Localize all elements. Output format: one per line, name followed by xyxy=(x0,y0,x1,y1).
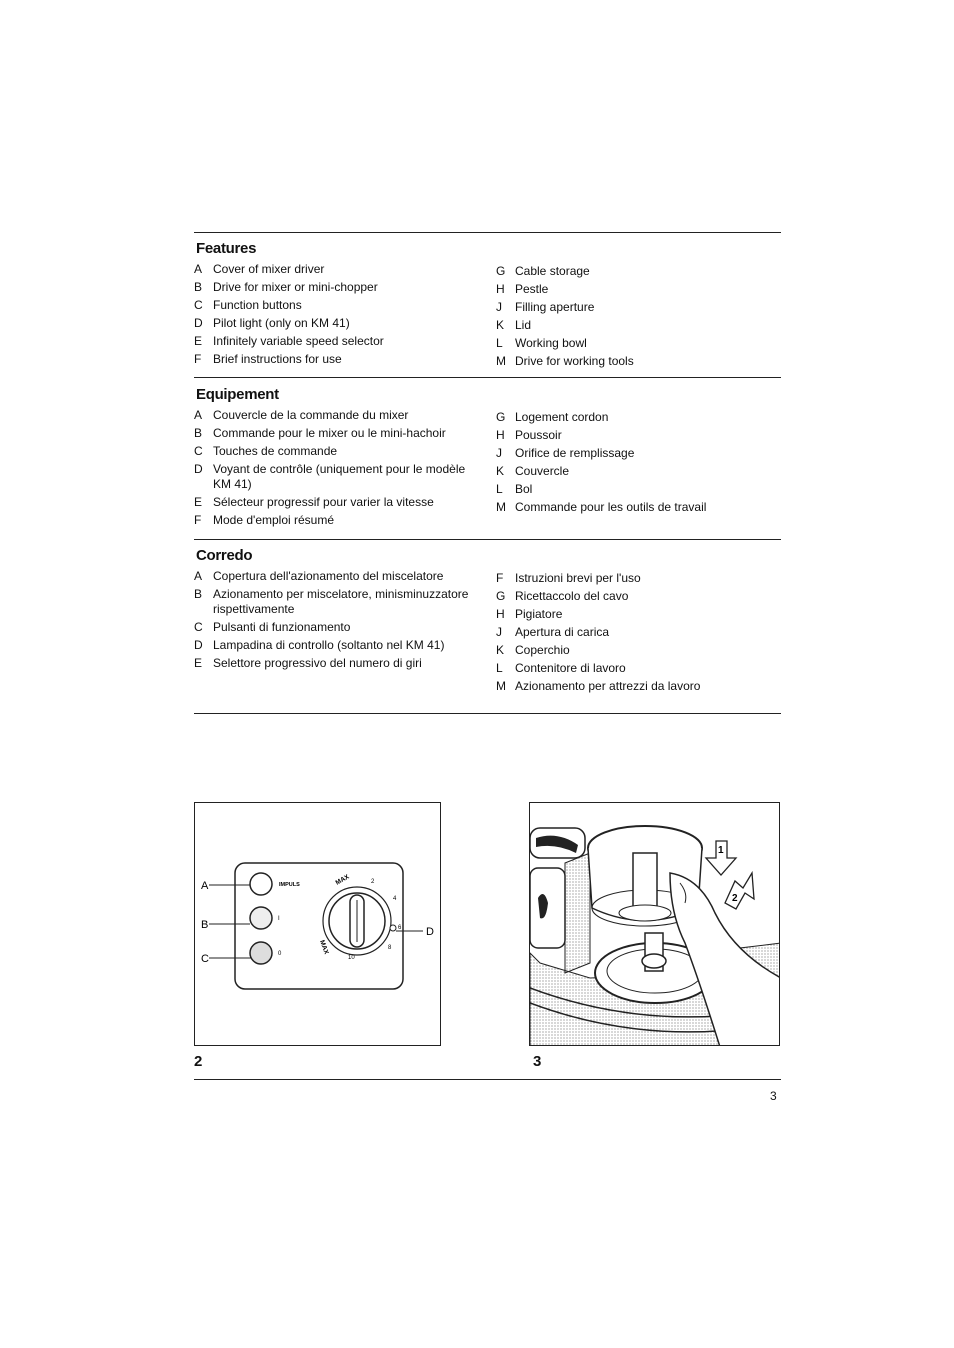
callout-c: C xyxy=(201,953,209,965)
page-number: 3 xyxy=(770,1089,777,1103)
list-item xyxy=(194,620,484,635)
on-button[interactable] xyxy=(250,907,272,929)
item-text: Commande pour les outils de travail xyxy=(515,500,707,514)
item-letter: G xyxy=(496,264,506,278)
dial-max-left: MAX xyxy=(318,939,330,956)
item-text: Pilot light (only on KM 41) xyxy=(213,316,350,330)
list-item xyxy=(496,264,781,279)
item-text: Filling aperture xyxy=(515,300,595,314)
item-text: Logement cordon xyxy=(515,410,609,424)
list-item xyxy=(496,300,781,315)
item-letter: L xyxy=(496,482,503,496)
list-item xyxy=(194,462,484,492)
divider-rule xyxy=(194,539,781,540)
list-item xyxy=(496,446,781,461)
equipement-section xyxy=(194,386,781,527)
top-rule xyxy=(194,232,781,233)
callout-a: A xyxy=(201,880,209,892)
list-item xyxy=(496,571,781,586)
item-letter: E xyxy=(194,334,203,348)
impuls-button[interactable] xyxy=(250,873,272,895)
item-letter: G xyxy=(496,410,506,424)
off-label: 0 xyxy=(278,951,282,957)
list-item xyxy=(194,280,484,295)
item-text: Couvercle de la commande du mixer xyxy=(213,408,409,422)
item-letter: B xyxy=(194,426,203,440)
item-text: Cover of mixer driver xyxy=(213,262,325,276)
item-letter: A xyxy=(194,262,203,276)
item-letter: J xyxy=(496,625,502,639)
item-letter: E xyxy=(194,495,203,509)
item-text: Poussoir xyxy=(515,428,562,442)
item-text: Sélecteur progressif pour varier la vitesse xyxy=(213,495,434,509)
item-text: Azionamento per attrezzi da lavoro xyxy=(515,679,701,693)
item-text: Selettore progressivo del numero di giri xyxy=(213,656,422,670)
item-letter: H xyxy=(496,607,505,621)
item-text: Coperchio xyxy=(515,643,570,657)
item-text: Function buttons xyxy=(213,298,302,312)
item-letter: C xyxy=(194,620,203,634)
list-item xyxy=(194,352,484,367)
list-item xyxy=(194,587,484,617)
item-letter: C xyxy=(194,298,203,312)
bottom-rule xyxy=(194,1079,781,1080)
features-left-list xyxy=(194,262,484,370)
item-letter: F xyxy=(194,352,202,366)
list-item xyxy=(496,282,781,297)
item-text: Apertura di carica xyxy=(515,625,610,639)
item-letter: H xyxy=(496,282,505,296)
item-letter: K xyxy=(496,318,505,332)
arrow-tilt-icon xyxy=(725,873,754,909)
item-text: Bol xyxy=(515,482,533,496)
item-letter: D xyxy=(194,316,203,330)
list-item xyxy=(194,408,484,423)
item-letter: M xyxy=(496,679,506,693)
item-letter: L xyxy=(496,336,503,350)
item-text: Cable storage xyxy=(515,264,590,278)
list-item xyxy=(496,643,781,658)
list-item xyxy=(496,500,781,515)
item-text: Voyant de contrôle (uniquement pour le modèle KM 41) xyxy=(213,462,466,491)
bowl-lid-illustration xyxy=(530,803,780,1046)
features-title: Features xyxy=(196,240,257,257)
equipement-left-list xyxy=(194,408,484,531)
figure-2-number: 2 xyxy=(194,1053,203,1070)
item-text: Contenitore di lavoro xyxy=(515,661,626,675)
item-text: Orifice de remplissage xyxy=(515,446,635,460)
list-item xyxy=(194,569,484,584)
speed-selector-dial[interactable] xyxy=(323,887,391,955)
item-letter: G xyxy=(496,589,506,603)
dial-mark: 10 xyxy=(348,955,355,961)
list-item xyxy=(194,513,484,528)
item-text: Lampadina di controllo (soltanto nel KM 41) xyxy=(213,638,445,652)
item-text: Mode d'emploi résumé xyxy=(213,513,335,527)
item-letter: B xyxy=(194,587,203,601)
item-text: Azionamento per miscelatore, minisminuzzatore rispettivamente xyxy=(213,587,469,616)
equipement-right-list xyxy=(496,410,781,518)
features-right-list xyxy=(496,264,781,372)
corredo-section xyxy=(194,547,781,693)
item-text: Brief instructions for use xyxy=(213,352,342,366)
features-section xyxy=(194,240,781,368)
item-letter: H xyxy=(496,428,505,442)
list-item xyxy=(194,334,484,349)
callout-b: B xyxy=(201,919,209,931)
step-1-label: 1 xyxy=(718,845,724,856)
item-text: Couvercle xyxy=(515,464,570,478)
item-text: Working bowl xyxy=(515,336,587,350)
corredo-left-list xyxy=(194,569,484,674)
figure-2-control-panel xyxy=(194,802,441,1046)
item-text: Ricettaccolo del cavo xyxy=(515,589,629,603)
item-letter: L xyxy=(496,661,503,675)
item-letter: A xyxy=(194,408,203,422)
item-letter: F xyxy=(194,513,202,527)
dial-mark: 6 xyxy=(398,925,402,931)
list-item xyxy=(496,482,781,497)
item-letter: B xyxy=(194,280,203,294)
callout-d: D xyxy=(426,926,434,938)
item-letter: K xyxy=(496,643,505,657)
item-text: Pestle xyxy=(515,282,549,296)
corredo-title: Corredo xyxy=(196,547,253,564)
figure-3-number: 3 xyxy=(533,1053,542,1070)
item-text: Istruzioni brevi per l'uso xyxy=(515,571,641,585)
list-item xyxy=(496,625,781,640)
item-letter: J xyxy=(496,300,502,314)
item-letter: C xyxy=(194,444,203,458)
list-item xyxy=(496,589,781,604)
dial-mark: 8 xyxy=(388,945,392,951)
off-button[interactable] xyxy=(250,942,272,964)
list-item xyxy=(496,336,781,351)
item-letter: D xyxy=(194,462,203,476)
item-letter: F xyxy=(496,571,504,585)
divider-rule xyxy=(194,377,781,378)
list-item xyxy=(194,316,484,331)
item-text: Pulsanti di funzionamento xyxy=(213,620,351,634)
corredo-right-list xyxy=(496,571,781,697)
list-item xyxy=(496,428,781,443)
list-item xyxy=(194,495,484,510)
item-letter: D xyxy=(194,638,203,652)
list-item xyxy=(496,464,781,479)
on-label: I xyxy=(278,916,280,922)
item-letter: K xyxy=(496,464,505,478)
item-text: Touches de commande xyxy=(213,444,338,458)
dial-mark: 2 xyxy=(371,879,375,885)
impuls-label: IMPULS xyxy=(279,882,300,888)
step-2-label: 2 xyxy=(732,893,738,904)
item-text: Drive for working tools xyxy=(515,354,634,368)
item-text: Commande pour le mixer ou le mini-hachoir xyxy=(213,426,446,440)
list-item xyxy=(194,262,484,277)
item-letter: E xyxy=(194,656,203,670)
pilot-light xyxy=(390,925,396,931)
list-item xyxy=(496,318,781,333)
list-item xyxy=(194,298,484,313)
equipement-title: Equipement xyxy=(196,386,279,403)
control-panel-illustration xyxy=(195,803,442,1047)
list-item xyxy=(194,638,484,653)
item-letter: M xyxy=(496,500,506,514)
list-item xyxy=(496,679,781,694)
figure-3-bowl-lid xyxy=(529,802,780,1046)
dial-max-top: MAX xyxy=(334,873,351,887)
list-item xyxy=(496,607,781,622)
list-item xyxy=(194,444,484,459)
item-text: Drive for mixer or mini-chopper xyxy=(213,280,378,294)
item-text: Copertura dell'azionamento del miscelatore xyxy=(213,569,444,583)
divider-rule xyxy=(194,713,781,714)
item-text: Infinitely variable speed selector xyxy=(213,334,384,348)
list-item xyxy=(496,661,781,676)
item-text: Pigiatore xyxy=(515,607,563,621)
item-text: Lid xyxy=(515,318,532,332)
item-letter: A xyxy=(194,569,203,583)
list-item xyxy=(194,656,484,671)
list-item xyxy=(496,410,781,425)
list-item xyxy=(194,426,484,441)
list-item xyxy=(496,354,781,369)
item-letter: M xyxy=(496,354,506,368)
item-letter: J xyxy=(496,446,502,460)
dial-mark: 4 xyxy=(393,896,397,902)
